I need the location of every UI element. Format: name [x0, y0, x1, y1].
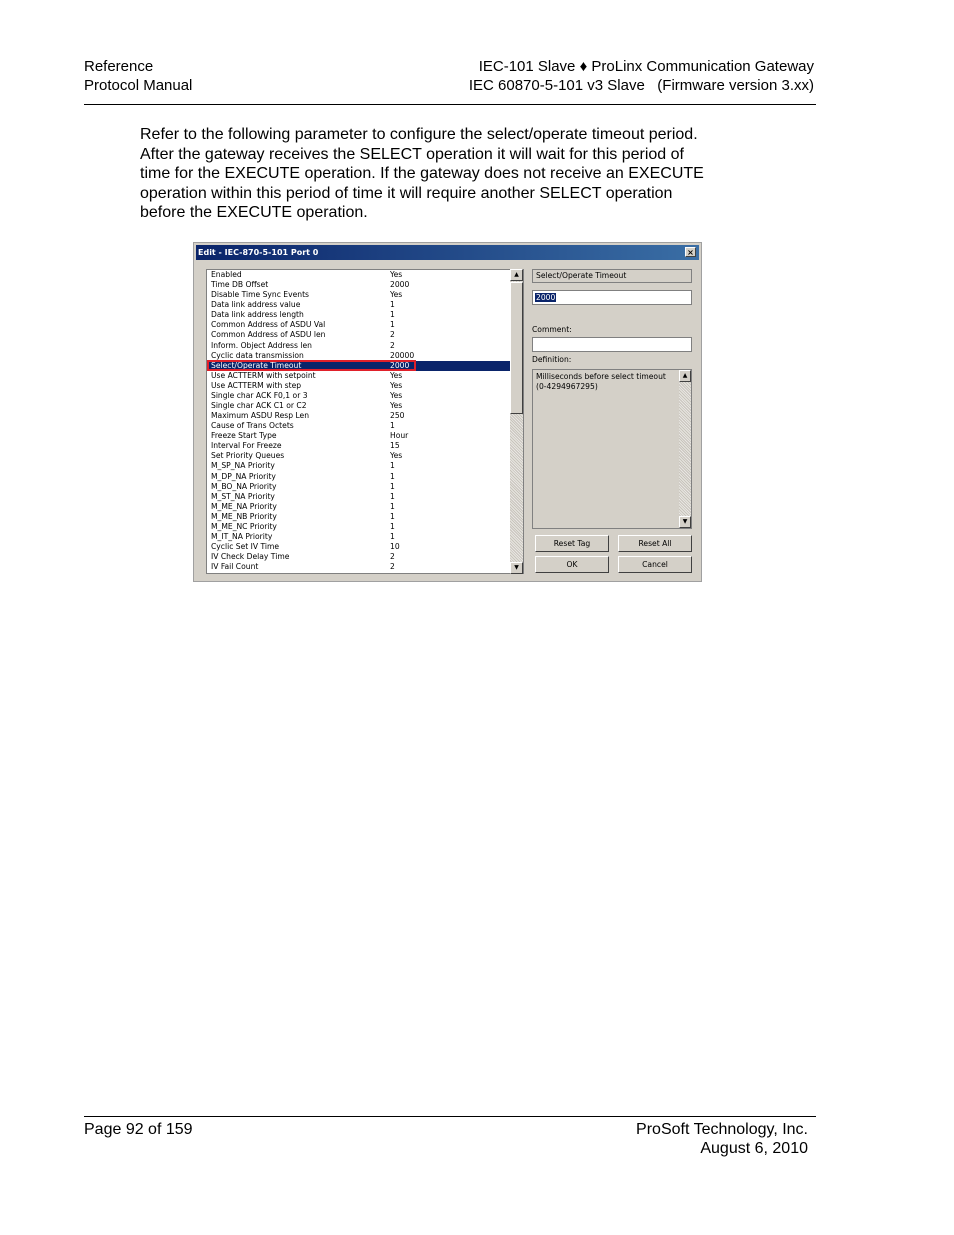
parameter-row[interactable] — [207, 472, 523, 482]
scroll-thumb[interactable] — [510, 282, 523, 414]
parameter-value: Yes — [390, 390, 403, 400]
parameter-row[interactable] — [207, 290, 523, 300]
parameter-name: Single char ACK C1 or C2 — [211, 401, 307, 411]
parameter-row[interactable] — [207, 532, 523, 542]
parameter-value: 2 — [390, 340, 395, 350]
parameter-list[interactable] — [206, 269, 524, 574]
parameter-row[interactable] — [207, 391, 523, 401]
parameter-row[interactable] — [207, 552, 523, 562]
parameter-row[interactable] — [207, 401, 523, 411]
parameter-row[interactable] — [207, 411, 523, 421]
parameter-value: 1 — [390, 300, 395, 310]
parameter-value: 1 — [390, 481, 395, 491]
parameter-name: IV Fail Count — [211, 562, 259, 572]
parameter-row[interactable] — [207, 492, 523, 502]
parameter-value: 10 — [390, 542, 400, 552]
parameter-value: 1 — [390, 310, 395, 320]
parameter-value: 1 — [390, 491, 395, 501]
parameter-name: Disable Time Sync Events — [211, 290, 310, 300]
scroll-down-icon[interactable]: ▼ — [510, 562, 523, 574]
parameter-row[interactable] — [207, 300, 523, 310]
parameter-value: 1 — [390, 532, 395, 542]
parameter-value: 20000 — [390, 350, 415, 360]
parameter-row[interactable] — [207, 562, 523, 572]
parameter-row[interactable] — [207, 451, 523, 461]
close-icon[interactable]: × — [685, 247, 696, 257]
footer-right — [636, 1120, 808, 1158]
parameter-value: Yes — [390, 370, 403, 380]
definition-scrollbar[interactable] — [679, 370, 691, 528]
header-manual-type: Protocol Manual — [84, 77, 193, 94]
parameter-name: M_ST_NA Priority — [211, 491, 275, 501]
comment-label: Comment: — [532, 325, 572, 334]
publish-date: August 6, 2010 — [700, 1140, 808, 1157]
parameter-name: Cyclic data transmission — [211, 350, 304, 360]
definition-label: Definition: — [532, 355, 572, 364]
parameter-value: 2 — [390, 562, 395, 572]
parameter-name: Inform. Object Address len — [211, 340, 312, 350]
intro-line: before the EXECUTE operation. — [140, 204, 368, 221]
parameter-value: Yes — [390, 451, 403, 461]
parameter-name: Data link address value — [211, 300, 301, 310]
parameter-value: 2 — [390, 330, 395, 340]
parameter-row[interactable] — [207, 270, 523, 280]
parameter-row[interactable] — [207, 512, 523, 522]
parameter-name: M_ME_NB Priority — [211, 511, 277, 521]
parameter-row[interactable] — [207, 441, 523, 451]
dialog-title: Edit - IEC-870-5-101 Port 0 — [198, 248, 319, 257]
parameter-value: 1 — [390, 511, 395, 521]
parameter-name: Cause of Trans Octets — [211, 421, 294, 431]
reset-tag-button[interactable]: Reset Tag — [535, 535, 609, 552]
parameter-row[interactable] — [207, 502, 523, 512]
intro-line: After the gateway receives the SELECT operation it will wait for this period of — [140, 145, 684, 163]
intro-line: time for the EXECUTE operation. If the gateway does not receive an EXECUTE — [140, 165, 704, 182]
parameter-value: 1 — [390, 521, 395, 531]
parameter-name: Maximum ASDU Resp Len — [211, 411, 310, 421]
parameter-name: M_SP_NA Priority — [211, 461, 275, 471]
parameter-value: 2000 — [390, 280, 410, 290]
selected-field-name: Select/Operate Timeout — [532, 269, 692, 283]
parameter-name: Time DB Offset — [211, 280, 269, 290]
parameter-name: Use ACTTERM with step — [211, 380, 302, 390]
parameter-value: Yes — [390, 270, 403, 279]
parameter-value: 2 — [390, 552, 395, 562]
parameter-name: Freeze Start Type — [211, 431, 277, 441]
footer-divider — [84, 1116, 816, 1117]
parameter-row[interactable] — [207, 431, 523, 441]
parameter-value: 1 — [390, 461, 395, 471]
header-left — [84, 57, 192, 95]
header-divider — [84, 104, 816, 105]
dialog-title-bar — [196, 245, 699, 260]
scroll-up-icon[interactable]: ▲ — [510, 269, 523, 281]
parameter-name: M_BO_NA Priority — [211, 481, 277, 491]
header-product: IEC-101 Slave ♦ ProLinx Communication Gateway — [478, 58, 814, 75]
parameter-value: Yes — [390, 380, 403, 390]
parameter-value: 1 — [390, 320, 395, 330]
parameter-value: 2000 — [390, 360, 410, 370]
parameter-name: Cyclic Set IV Time — [211, 542, 280, 552]
parameter-row[interactable] — [207, 542, 523, 552]
parameter-name: Data link address length — [211, 310, 304, 320]
parameter-value: Hour — [390, 431, 409, 441]
definition-box — [532, 369, 692, 529]
intro-line: Refer to the following parameter to configure the select/operate timeout period. — [140, 126, 698, 143]
parameter-name: M_ME_NC Priority — [211, 521, 277, 531]
parameter-value: Yes — [390, 401, 403, 411]
parameter-value: 1 — [390, 421, 395, 431]
parameter-name: Enabled — [211, 270, 242, 279]
parameter-name: Interval For Freeze — [211, 441, 282, 451]
parameter-name: IV Check Delay Time — [211, 552, 290, 562]
parameter-name: Single char ACK F0,1 or 3 — [211, 390, 308, 400]
parameter-row[interactable] — [207, 421, 523, 431]
header-firmware: IEC 60870-5-101 v3 Slave (Firmware version 3.xx) — [468, 77, 814, 94]
cancel-button[interactable]: Cancel — [618, 556, 692, 573]
parameter-name: Select/Operate Timeout — [211, 360, 302, 370]
field-value-input[interactable] — [532, 290, 692, 305]
parameter-row[interactable] — [207, 482, 523, 492]
intro-paragraph — [140, 125, 780, 223]
parameter-value: 1 — [390, 501, 395, 511]
header-reference: Reference — [84, 58, 154, 75]
definition-text: Milliseconds before select timeout (0-4294967295) — [536, 372, 666, 391]
edit-dialog-screenshot — [193, 242, 702, 582]
parameter-row[interactable] — [207, 522, 523, 532]
parameter-row[interactable] — [207, 381, 523, 391]
page-number: Page 92 of 159 — [84, 1121, 193, 1138]
parameter-name: Common Address of ASDU Val — [211, 320, 326, 330]
parameter-name: Use ACTTERM with setpoint — [211, 370, 316, 380]
parameter-row[interactable] — [207, 341, 523, 351]
comment-input[interactable] — [532, 337, 692, 352]
parameter-name: Common Address of ASDU len — [211, 330, 326, 340]
company-name: ProSoft Technology, Inc. — [636, 1121, 808, 1138]
parameter-value: Yes — [390, 290, 403, 300]
parameter-row[interactable] — [207, 361, 523, 371]
reset-all-button[interactable]: Reset All — [618, 535, 692, 552]
parameter-value: 15 — [390, 441, 400, 451]
header-right — [469, 57, 814, 95]
ok-button[interactable]: OK — [535, 556, 609, 573]
scroll-down-icon[interactable]: ▼ — [679, 516, 691, 528]
parameter-row[interactable] — [207, 461, 523, 471]
scroll-up-icon[interactable]: ▲ — [679, 370, 691, 382]
parameter-row[interactable] — [207, 310, 523, 320]
parameter-value: 1 — [390, 471, 395, 481]
parameter-row[interactable] — [207, 330, 523, 340]
parameter-row[interactable] — [207, 280, 523, 290]
parameter-list-scrollbar[interactable] — [510, 269, 523, 574]
intro-line: operation within this period of time it will require another SELECT operation — [140, 184, 673, 202]
parameter-row[interactable] — [207, 320, 523, 330]
parameter-name: M_DP_NA Priority — [211, 471, 276, 481]
parameter-name: M_ME_NA Priority — [211, 501, 277, 511]
field-value-text: 2000 — [536, 293, 556, 302]
parameter-value: 250 — [390, 411, 405, 421]
parameter-name: Set Priority Queues — [211, 451, 285, 461]
parameter-row[interactable] — [207, 371, 523, 381]
parameter-name: M_IT_NA Priority — [211, 532, 273, 542]
